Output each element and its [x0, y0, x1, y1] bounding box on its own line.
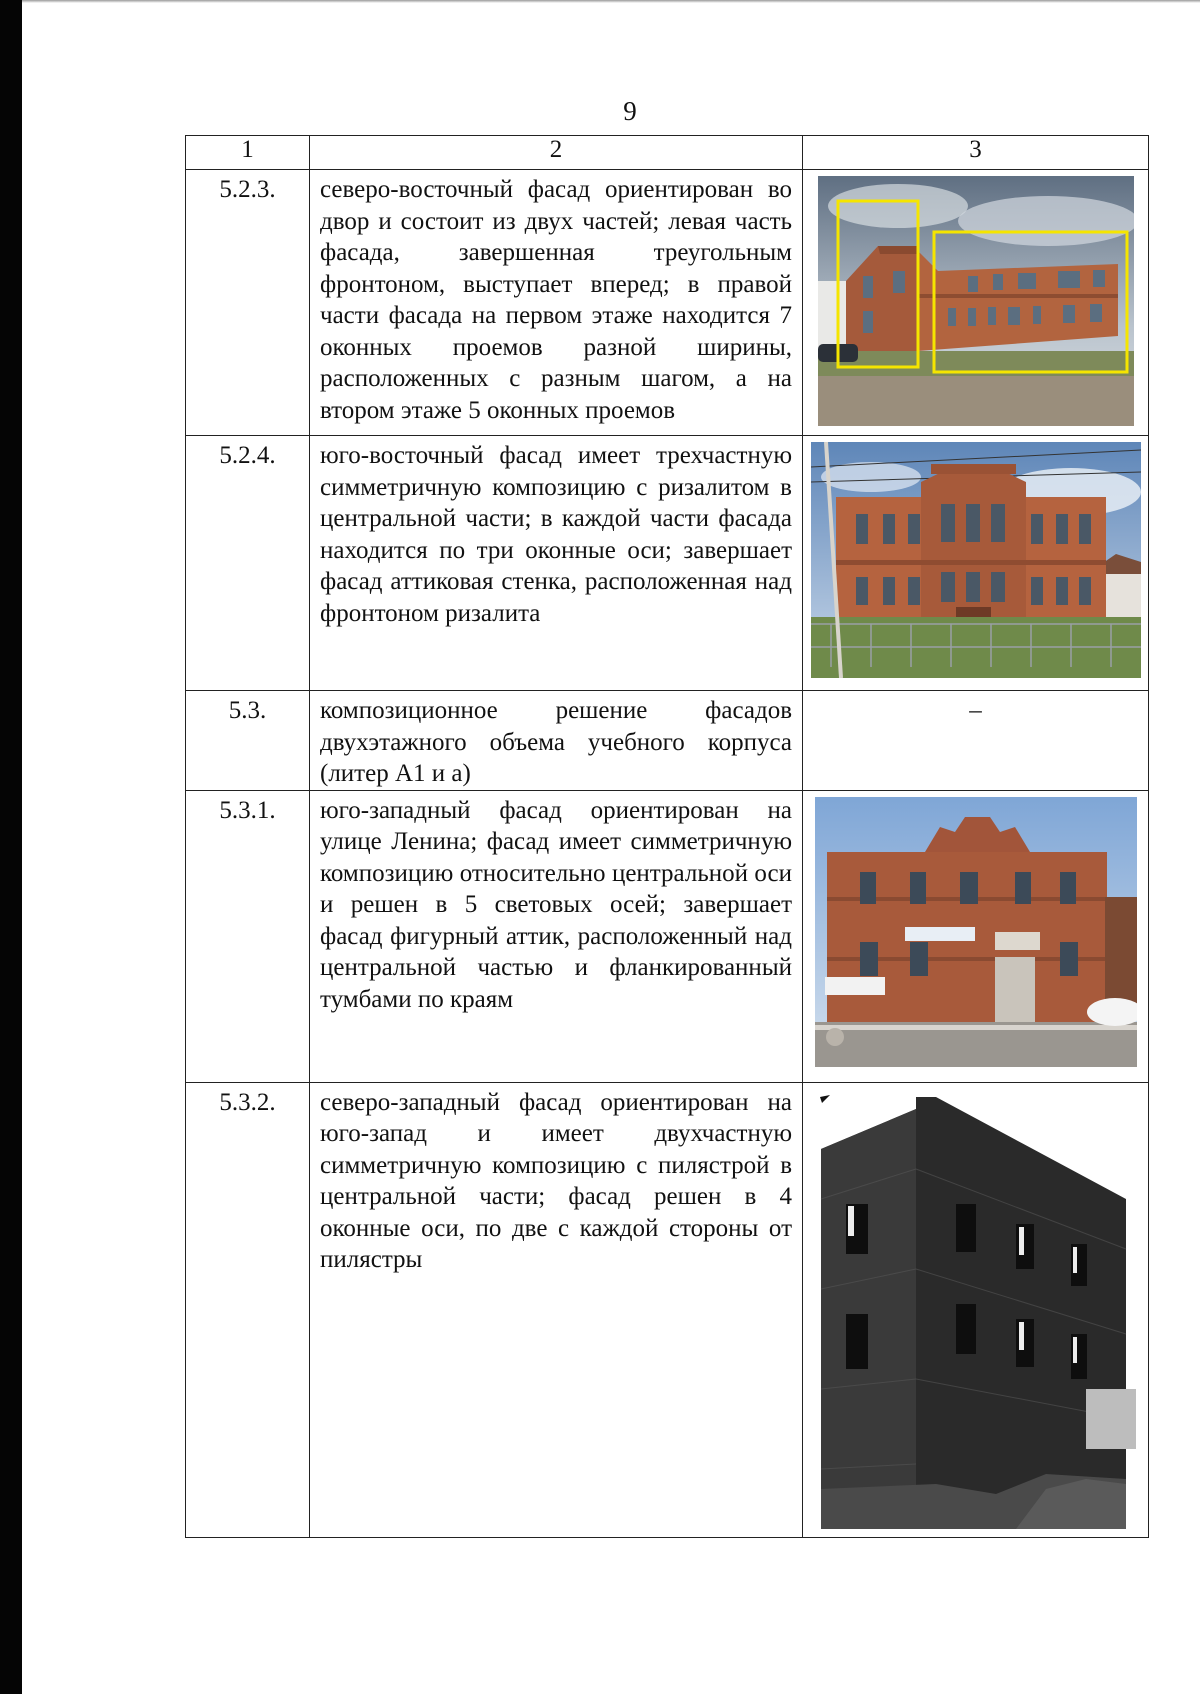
- brick-building-bw-corner-photo: [816, 1089, 1136, 1529]
- table-row: [186, 170, 1149, 436]
- row-photo-cell: [803, 436, 1149, 691]
- row-description: композиционное решение фасадов двухэтажного объема учебного корпуса (литер А1 и а): [310, 691, 803, 791]
- row-number: 5.3.1.: [186, 790, 310, 1082]
- row-description: юго-восточный фасад имеет трехчастную симметричную композицию с ризалитом в центральной части; в каждой части фасада находится по три оконные оси; завершает фасад аттиковая стенка, расположенная над фронтоном ризалита: [310, 436, 803, 691]
- row-description: юго-западный фасад ориентирован на улице Ленина; фасад имеет симметричную композицию относительно центральной оси и решен в 5 световых осей; завершает фасад фигурный аттик, расположенный над центральной частью и фланкированный тумбами по краям: [310, 790, 803, 1082]
- row-number: 5.2.4.: [186, 436, 310, 691]
- table-row: [186, 691, 1149, 791]
- scan-border: [0, 0, 22, 1694]
- table-row: [186, 1082, 1149, 1537]
- page-number: 9: [623, 96, 637, 126]
- row-photo-cell: [803, 1082, 1149, 1537]
- row-empty-marker: –: [803, 691, 1149, 791]
- brick-building-street-photo: [815, 797, 1137, 1067]
- row-number: 5.2.3.: [186, 170, 310, 436]
- row-photo-cell: [803, 790, 1149, 1082]
- header-col-1: 1: [186, 136, 310, 170]
- row-number: 5.3.2.: [186, 1082, 310, 1537]
- table-row: [186, 790, 1149, 1082]
- row-number: 5.3.: [186, 691, 310, 791]
- brick-building-southeast-photo: [811, 442, 1141, 678]
- table-header-row: [186, 136, 1149, 170]
- row-description: северо-западный фасад ориентирован на юго-запад и имеет двухчастную симметричную композицию с пилястрой в центральной части; фасад решен в 4 оконные оси, по две с каждой стороны от пилястры: [310, 1082, 803, 1537]
- table-row: [186, 436, 1149, 691]
- header-col-3: 3: [803, 136, 1149, 170]
- scan-top-edge: [22, 0, 1200, 3]
- row-description: северо-восточный фасад ориентирован во двор и состоит из двух частей; левая часть фасада, завершенная треугольным фронтоном, выступает вперед; в правой части фасада на первом этаже находится 7 оконных проемов разной ширины, расположенных с разным шагом, а на втором этаже 5 оконных проемов: [310, 170, 803, 436]
- facade-table: [185, 135, 1149, 1538]
- header-col-2: 2: [310, 136, 803, 170]
- row-photo-cell: [803, 170, 1149, 436]
- brick-building-courtyard-photo: [818, 176, 1134, 426]
